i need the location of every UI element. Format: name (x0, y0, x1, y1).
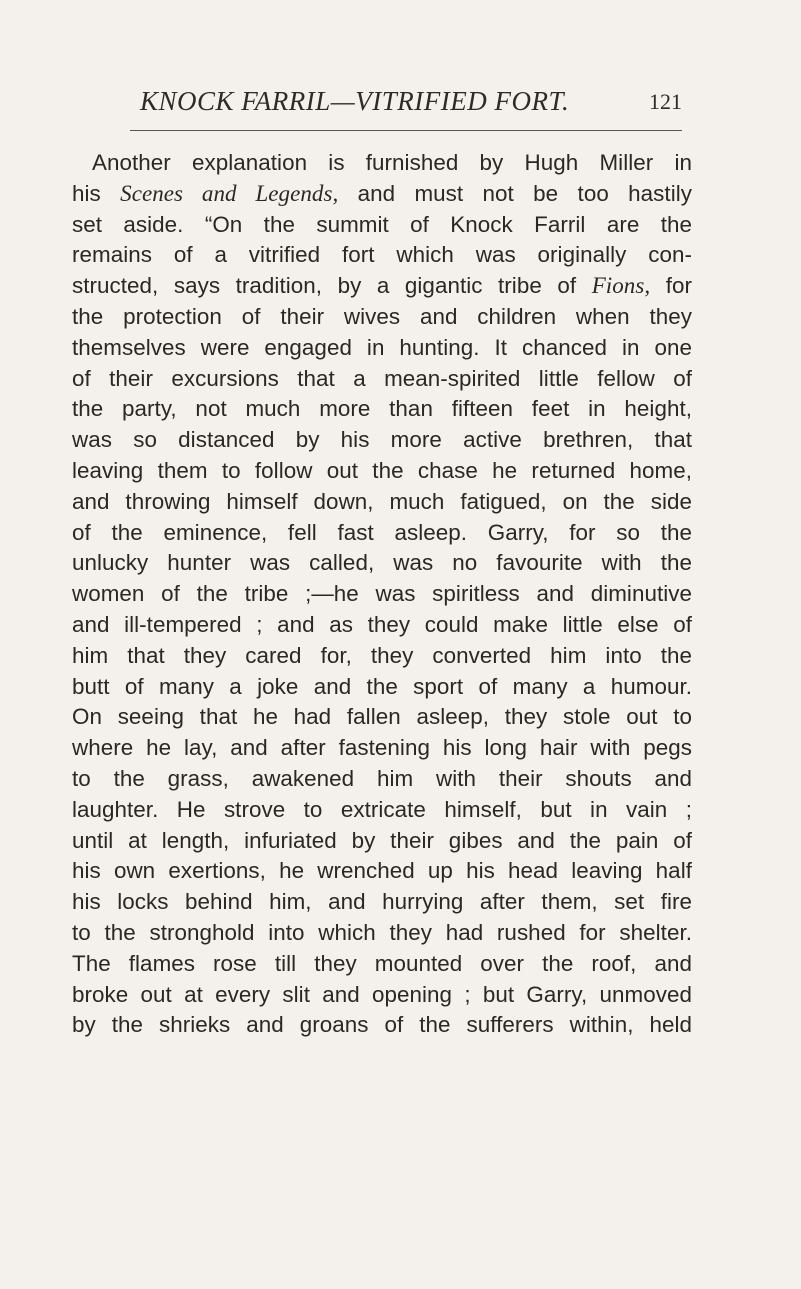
line-text: to the stronghold into which they had rushed for shelter. (72, 919, 692, 945)
text-line (72, 333, 692, 364)
line-text: and ill-tempered ; and as they could make little else of (72, 611, 692, 637)
line-text: his own exertions, he wrenched up his head leaving half (72, 858, 692, 884)
line-text: his (72, 180, 121, 206)
line-text: remains of a vitrified fort which was originally con- (72, 242, 692, 268)
text-line (72, 949, 692, 980)
line-text: the party, not much more than fifteen feet in height, (72, 396, 692, 422)
line-text: his locks behind him, and hurrying after them, set fire (72, 889, 692, 915)
text-line (72, 733, 692, 764)
line-text: broke out at every slit and opening ; but Garry, unmoved (72, 981, 692, 1007)
line-text: Another explanation is furnished by Hugh Miller in (92, 150, 692, 175)
line-text: women of the tribe ;—he was spiritless and diminutive (72, 581, 692, 607)
text-line (72, 271, 692, 302)
line-text: butt of many a joke and the sport of many a humour. (72, 673, 692, 699)
line-text: leaving them to follow out the chase he returned home, (72, 457, 692, 483)
header-rule (130, 130, 682, 131)
text-line (72, 518, 692, 549)
body-paragraph (72, 148, 692, 1041)
italic-title-text: Fions, (591, 273, 651, 299)
line-text: themselves were engaged in hunting. It chanced in one (72, 334, 692, 360)
text-line (72, 456, 692, 487)
text-line (72, 672, 692, 703)
text-line (92, 148, 692, 179)
text-line (72, 240, 692, 271)
line-text: of their excursions that a mean-spirited little fellow of (72, 365, 692, 391)
text-line (72, 641, 692, 672)
text-line (72, 302, 692, 333)
text-line (72, 980, 692, 1011)
italic-title-text: Scenes and Legends, (120, 180, 339, 206)
line-text: where he lay, and after fastening his long hair with pegs (72, 735, 692, 761)
text-line (72, 487, 692, 518)
line-text: set aside. “On the summit of Knock Farril are the (72, 211, 692, 237)
text-line (72, 826, 692, 857)
text-line (72, 548, 692, 579)
text-line (72, 425, 692, 456)
line-text: and throwing himself down, much fatigued, on the side (72, 488, 692, 514)
text-line (72, 702, 692, 733)
text-line (72, 579, 692, 610)
line-text: structed, says tradition, by a gigantic tribe of (72, 273, 592, 299)
line-text: and must not be too hastily (338, 180, 692, 206)
line-text: the protection of their wives and children when they (72, 303, 692, 329)
line-text: of the eminence, fell fast asleep. Garry, for so the (72, 519, 692, 545)
page-number: 121 (649, 89, 682, 114)
line-text: by the shrieks and groans of the sufferers within, held (72, 1012, 692, 1038)
line-text: The flames rose till they mounted over the roof, and (72, 950, 692, 976)
text-line (72, 394, 692, 425)
text-line (72, 918, 692, 949)
line-text: to the grass, awakened him with their shouts and (72, 765, 692, 791)
line-text: until at length, infuriated by their gibes and the pain of (72, 827, 692, 853)
line-text: laughter. He strove to extricate himself, but in vain ; (72, 796, 692, 822)
text-line (72, 364, 692, 395)
running-head-title: KNOCK FARRIL—VITRIFIED FORT. (140, 86, 570, 116)
text-line (72, 610, 692, 641)
text-line (72, 210, 692, 241)
running-head (128, 86, 682, 126)
text-line (72, 764, 692, 795)
line-text: unlucky hunter was called, was no favourite with the (72, 550, 692, 576)
line-text: was so distanced by his more active brethren, that (72, 427, 692, 453)
line-text: for (650, 273, 692, 299)
text-line (72, 887, 692, 918)
line-text: On seeing that he had fallen asleep, they stole out to (72, 704, 692, 730)
line-text: him that they cared for, they converted him into the (72, 642, 692, 668)
text-line (72, 795, 692, 826)
text-line (72, 1010, 692, 1041)
text-line (72, 856, 692, 887)
text-line (72, 179, 692, 210)
